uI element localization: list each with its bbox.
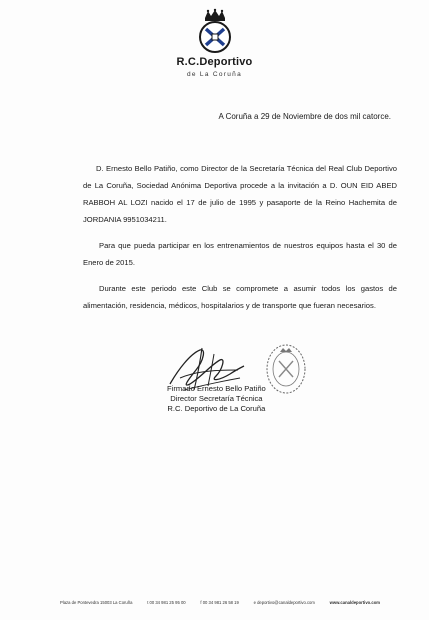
signer-block (167, 384, 266, 414)
signer-organization: R.C. Deportivo de La Coruña (167, 404, 266, 413)
footer-email: e deportivo@canaldeportivo.com (253, 600, 315, 605)
footer-fax: f 00 34 981 26 58 19 (200, 600, 239, 605)
date-line: A Coruña a 29 de Noviembre de dos mil catorce. (218, 112, 391, 121)
club-crest-icon (196, 8, 234, 56)
letter-body (83, 160, 397, 323)
signer-role: Director Secretaría Técnica (170, 394, 263, 403)
footer-web: www.canaldeportivo.com (329, 600, 380, 605)
letterhead-footer (60, 600, 380, 605)
club-stamp-icon (262, 340, 310, 398)
club-subtitle: de La Coruña (187, 71, 242, 78)
footer-address: Plaza de Pontevedra 15003 La Coruña (60, 600, 133, 605)
paragraph-expenses: Durante este periodo este Club se compromete a asumir todos los gastos de alimentación, residencia, médicos, hospitalarios y de transporte que fueran necesarios. (83, 284, 397, 310)
paragraph-invitation: D. Ernesto Bello Patiño, como Director de la Secretaría Técnica del Real Club Deportivo de La Coruña, Sociedad Anónima Deportiva procede a la invitación a D. OUN EID ABED RABBOH AL LOZI nacido el 17 de julio de 1995 y pasaporte de la Reino Hachemita de JORDANIA 9951034211. (83, 164, 397, 224)
footer-phone: t 00 34 981 25 95 00 (147, 600, 186, 605)
paragraph-training: Para que pueda participar en los entrenamientos de nuestros equipos hasta el 30 de Enero de 2015. (83, 241, 397, 267)
signer-name: Firmado Ernesto Bello Patiño (167, 384, 266, 393)
club-name: R.C.Deportivo (176, 56, 253, 68)
